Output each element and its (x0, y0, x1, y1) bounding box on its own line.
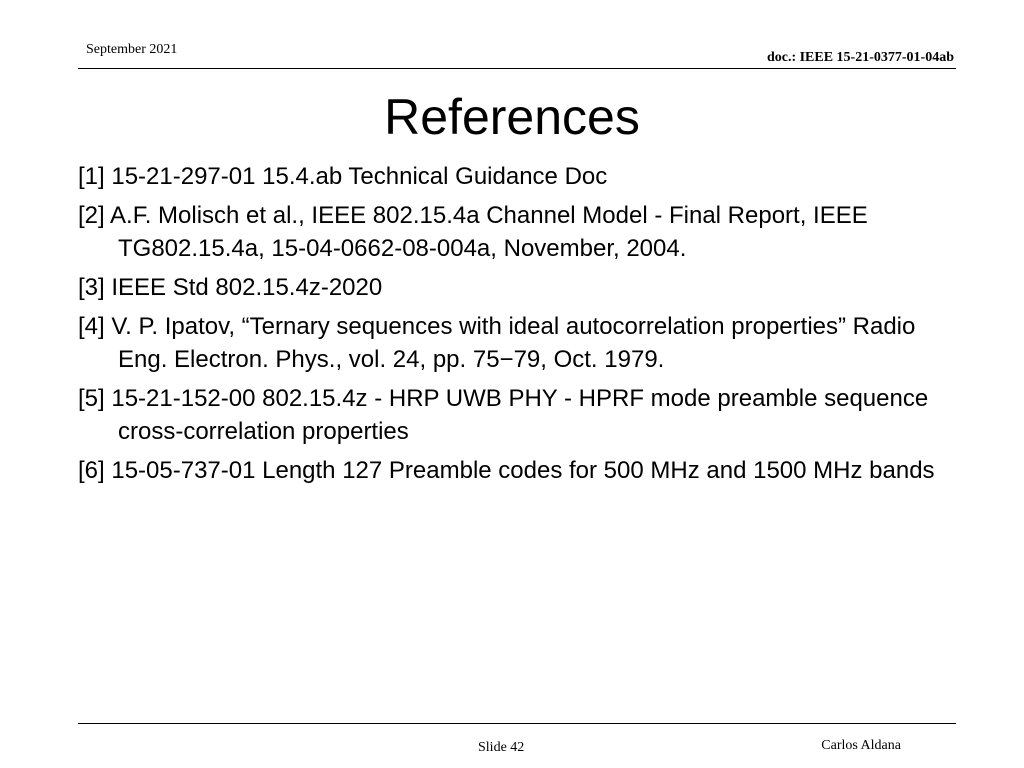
reference-item-5: [5] 15-21-152-00 802.15.4z - HRP UWB PHY - HPRF mode preamble sequence cross-correlation properties (78, 385, 929, 445)
footer-divider (78, 723, 956, 724)
reference-item-3: [3] IEEE Std 802.15.4z-2020 (78, 274, 383, 301)
header-doc-id: doc.: IEEE 15-21-0377-01-04ab (766, 50, 954, 65)
reference-item-4: [4] V. P. Ipatov, “Ternary sequences with ideal autocorrelation properties” Radio Eng. Electron. Phys., vol. 24, pp. 75−79, Oct. 1979. (78, 313, 916, 373)
slide-number: Slide 42 (478, 740, 525, 755)
reference-item-6: [6] 15-05-737-01 Length 127 Preamble codes for 500 MHz and 1500 MHz bands (78, 457, 935, 484)
reference-list (78, 160, 938, 493)
reference-item-2: [2] A.F. Molisch et al., IEEE 802.15.4a Channel Model - Final Report, IEEE TG802.15.4a, 15-04-0662-08-004a, November, 2004. (78, 202, 868, 262)
reference-item-1: [1] 15-21-297-01 15.4.ab Technical Guidance Doc (78, 163, 608, 190)
header-divider (78, 68, 956, 69)
footer-author: Carlos Aldana (821, 738, 901, 753)
header-date: September 2021 (86, 42, 178, 57)
slide-title: References (384, 89, 640, 145)
